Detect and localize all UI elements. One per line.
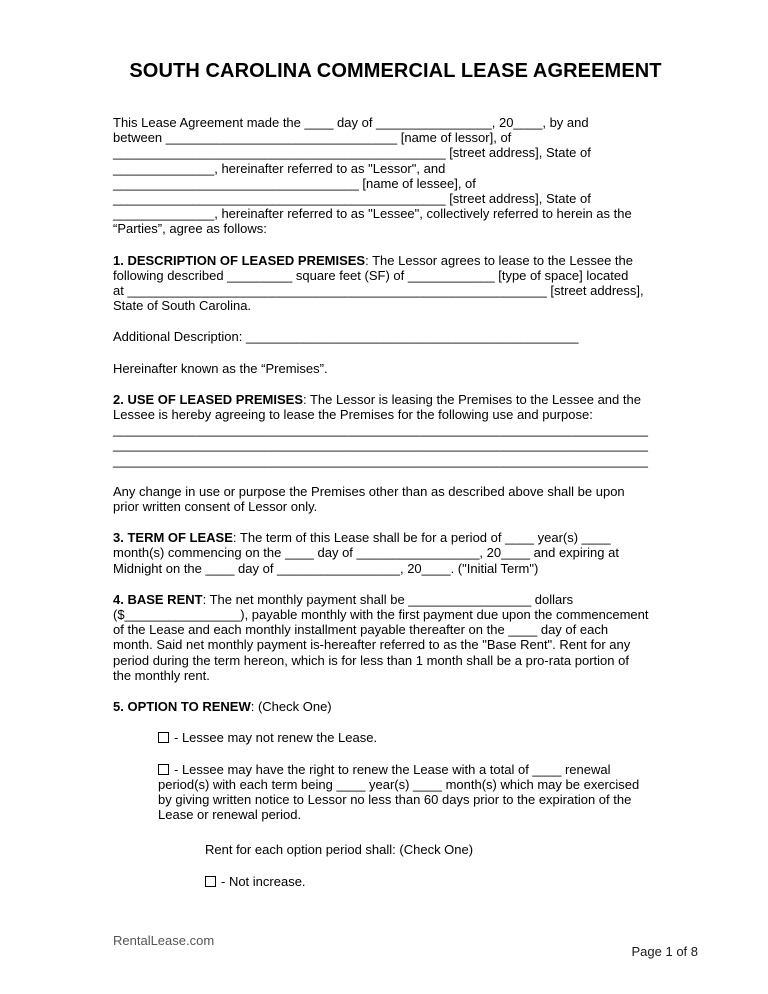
- section-term-of-lease: [113, 530, 668, 576]
- section-5-heading: 5. OPTION TO RENEW: [113, 699, 251, 715]
- option-label: - Lessee may have the right to renew the Lease with a total of ____ renewal: [174, 761, 611, 777]
- text-line: at __________________________________________________________ [street address],: [113, 283, 644, 299]
- checkbox-row: [158, 730, 668, 745]
- text-line: State of South Carolina.: [113, 298, 252, 314]
- write-in-line[interactable]: __________________________________________________________________________: [113, 452, 649, 468]
- text-line: Lessee is hereby agreeing to lease the Premises for the following use and purpose:: [113, 407, 593, 423]
- text-line: Additional Description: ______________________________________________: [113, 329, 579, 345]
- text-line: __________________________________ [name of lessee], of: [113, 175, 476, 191]
- text-line: ______________, hereinafter referred to as "Lessee", collectively referred to herein as the: [113, 206, 632, 222]
- checkbox-row: [158, 762, 668, 777]
- premises-known-as-line: [113, 361, 668, 376]
- text-line: Rent for each option period shall: (Check One): [205, 842, 474, 858]
- option-period-rent-prompt: [205, 842, 668, 857]
- footer-site-name: RentalLease.com: [113, 933, 215, 948]
- text-line: Lease or renewal period.: [158, 807, 302, 823]
- section-2-heading: 2. USE OF LEASED PREMISES: [113, 391, 303, 407]
- option-label: - Lessee may not renew the Lease.: [174, 730, 378, 746]
- section-heading-line: 4. BASE RENT: The net monthly payment shall be _________________ dollars: [113, 591, 574, 607]
- text-line: period during the term hereon, which is for less than 1 month shall be a pro-rata portion of: [113, 652, 629, 668]
- section-3-heading: 3. TERM OF LEASE: [113, 530, 233, 546]
- option-no-renewal: [158, 730, 668, 745]
- footer-page-indicator: Page 1 of 8: [631, 944, 698, 959]
- option-not-increase: [205, 874, 668, 889]
- additional-description-field: [113, 329, 668, 344]
- checkbox-row: [205, 874, 668, 889]
- text-line: ______________________________________________ [street address], State of: [113, 191, 591, 207]
- text-line: following described _________ square feet (SF) of ____________ [type of space] located: [113, 267, 629, 283]
- option-label: - Not increase.: [221, 873, 306, 889]
- section-4-heading: 4. BASE RENT: [113, 591, 203, 607]
- intro-paragraph: [113, 115, 668, 237]
- document-title: SOUTH CAROLINA COMMERCIAL LEASE AGREEMENT: [129, 60, 662, 82]
- checkbox-renewal-right[interactable]: [158, 764, 169, 775]
- section-1-heading: 1. DESCRIPTION OF LEASED PREMISES: [113, 252, 366, 268]
- section-heading-line: 1. DESCRIPTION OF LEASED PREMISES: The Lessor agrees to lease to the Lessee the: [113, 252, 633, 268]
- text-line: prior written consent of Lessor only.: [113, 499, 318, 515]
- section-base-rent: [113, 592, 668, 683]
- section-heading-line: 2. USE OF LEASED PREMISES: The Lessor is leasing the Premises to the Lessee and the: [113, 391, 641, 407]
- text-line: This Lease Agreement made the ____ day of ________________, 20____, by and: [113, 115, 589, 130]
- write-in-line[interactable]: __________________________________________________________________________: [113, 437, 649, 453]
- text-line: by giving written notice to Lessor no less than 60 days prior to the expiration of the: [158, 791, 632, 807]
- text-line: Midnight on the ____ day of _________________, 20____. ("Initial Term"): [113, 560, 539, 576]
- section-heading-line: 3. TERM OF LEASE: The term of this Lease shall be for a period of ____ year(s) ____: [113, 530, 611, 546]
- section-use-of-leased-premises: [113, 392, 668, 468]
- text-line: ______________________________________________ [street address], State of: [113, 145, 591, 161]
- text-line: Any change in use or purpose the Premises other than as described above shall be upon: [113, 483, 625, 499]
- checkbox-not-increase[interactable]: [205, 876, 216, 887]
- section-description-of-leased-premises: [113, 253, 668, 314]
- text-line: between ________________________________ [name of lessor], of: [113, 130, 512, 146]
- option-renewal-right: [158, 762, 668, 823]
- checkbox-no-renewal[interactable]: [158, 732, 169, 743]
- text-line: month. Said net monthly payment is-hereafter referred to as the "Base Rent". Rent for any: [113, 637, 631, 653]
- text-line: ______________, hereinafter referred to as "Lessor", and: [113, 160, 446, 176]
- text-line: ($________________), payable monthly with the first payment due upon the commencement: [113, 607, 649, 623]
- write-in-line[interactable]: __________________________________________________________________________: [113, 422, 649, 438]
- text-line: the monthly rent.: [113, 667, 210, 683]
- text-line: of the Lease and each monthly installment payable thereafter on the ____ day of each: [113, 622, 609, 638]
- text-line: “Parties”, agree as follows:: [113, 221, 267, 237]
- text-line: period(s) with each term being ____ year(s) ____ month(s) which may be exercised: [158, 776, 640, 792]
- section-heading-line: 5. OPTION TO RENEW: (Check One): [113, 699, 332, 715]
- use-change-note: [113, 484, 668, 514]
- text-line: month(s) commencing on the ____ day of _________________, 20____ and expiring at: [113, 545, 619, 561]
- section-option-to-renew: [113, 699, 668, 714]
- text-line: Hereinafter known as the “Premises”.: [113, 360, 328, 376]
